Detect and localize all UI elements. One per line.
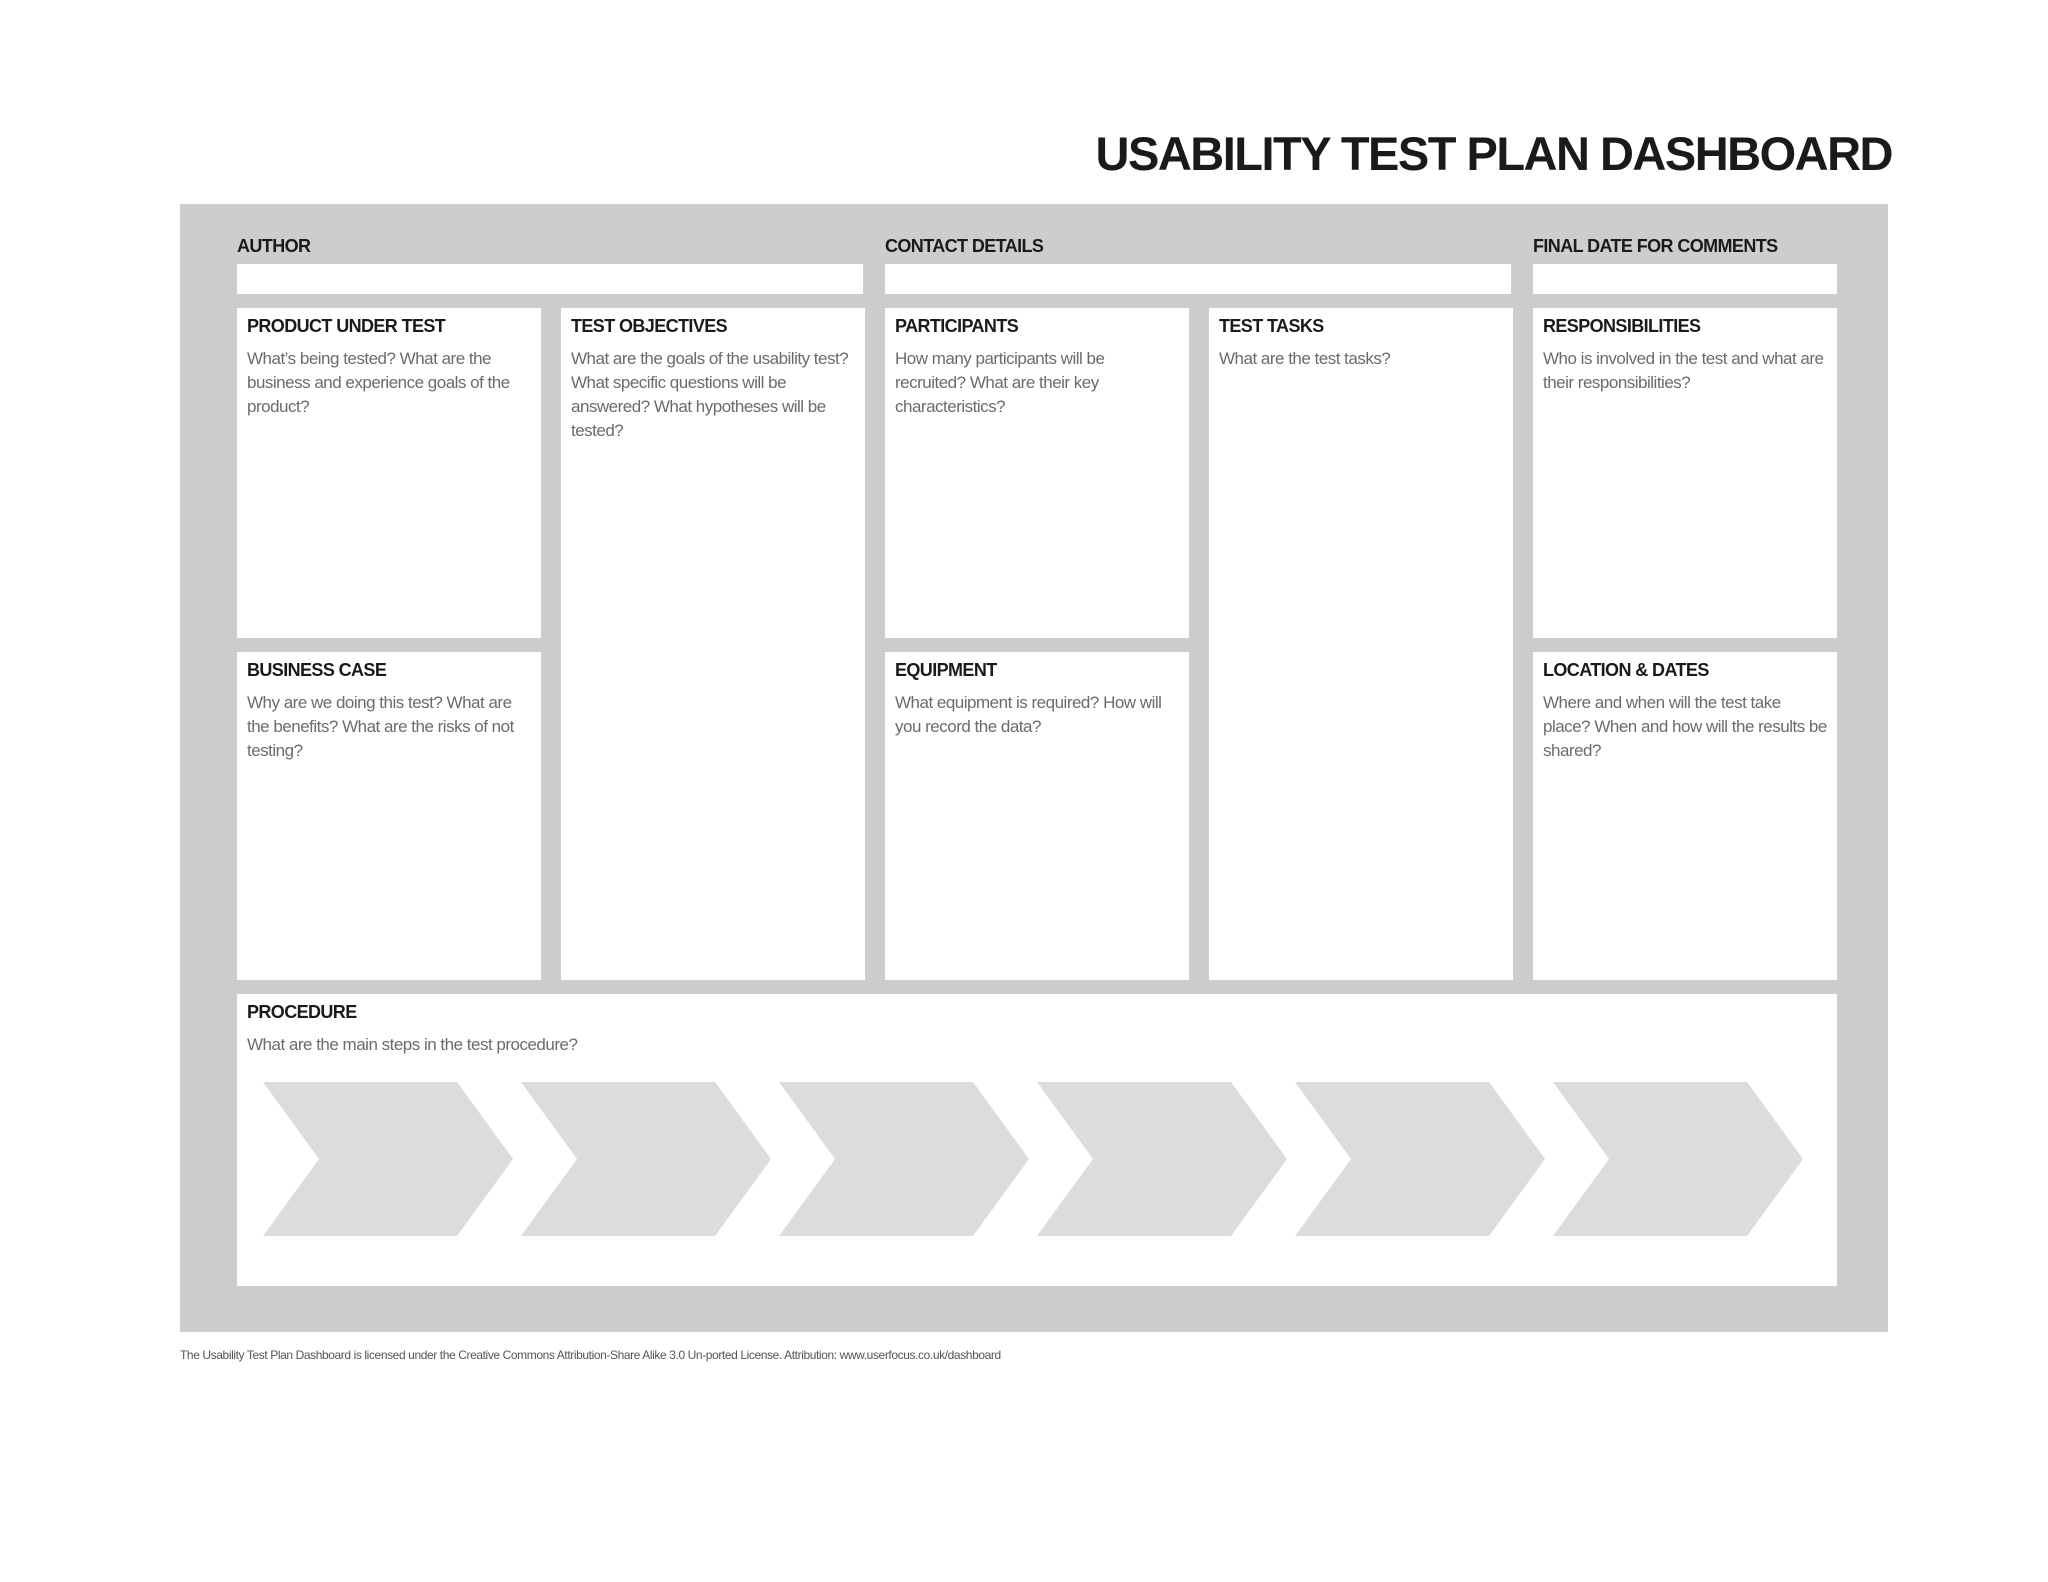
card-business-case[interactable] (237, 652, 541, 980)
card-title: LOCATION & DATES (1543, 660, 1709, 680)
author-label: AUTHOR (237, 236, 311, 256)
card-product-under-test[interactable] (237, 308, 541, 638)
card-prompt: How many participants will be recruited? What are their key characteristics? (895, 349, 1105, 416)
license-footer: The Usability Test Plan Dashboard is licensed under the Creative Commons Attribution-Share Alike 3.0 Un-ported License. Attribution: www.userfocus.co.uk/dashboard (180, 1348, 1001, 1362)
card-title: TEST TASKS (1219, 316, 1324, 336)
card-location-dates[interactable] (1533, 652, 1837, 980)
card-test-tasks[interactable] (1209, 308, 1513, 980)
dashboard-board (180, 204, 1888, 1332)
final-date-label: FINAL DATE FOR COMMENTS (1533, 236, 1778, 256)
page-title: USABILITY TEST PLAN DASHBOARD (1095, 127, 1892, 180)
card-test-objectives[interactable] (561, 308, 865, 980)
procedure-steps (237, 994, 1837, 1286)
card-prompt: Where and when will the test take place? When and how will the results be shared? (1543, 693, 1827, 760)
card-title: EQUIPMENT (895, 660, 997, 680)
procedure-step-arrow (263, 1082, 513, 1236)
card-prompt: What equipment is required? How will you record the data? (895, 693, 1162, 736)
card-prompt: Who is involved in the test and what are their responsibilities? (1543, 349, 1824, 392)
contact-details-label: CONTACT DETAILS (885, 236, 1044, 256)
card-title: PARTICIPANTS (895, 316, 1019, 336)
card-prompt: What are the test tasks? (1219, 349, 1391, 368)
card-responsibilities[interactable] (1533, 308, 1837, 638)
card-title: BUSINESS CASE (247, 660, 387, 680)
card-prompt: What are the main steps in the test procedure? (247, 1035, 578, 1054)
procedure-step-arrow (1037, 1082, 1287, 1236)
card-title: TEST OBJECTIVES (571, 316, 728, 336)
card-title: RESPONSIBILITIES (1543, 316, 1701, 336)
final-date-field[interactable] (1533, 264, 1837, 294)
procedure-step-arrow (1553, 1082, 1803, 1236)
card-prompt: What are the goals of the usability test? What specific questions will be answered? What hypotheses will be tested? (571, 349, 849, 440)
card-prompt: Why are we doing this test? What are the benefits? What are the risks of not testing? (247, 693, 514, 760)
procedure-step-arrow (1295, 1082, 1545, 1236)
card-title: PROCEDURE (247, 1002, 357, 1022)
card-participants[interactable] (885, 308, 1189, 638)
contact-details-field[interactable] (885, 264, 1511, 294)
procedure-step-arrow (521, 1082, 771, 1236)
card-equipment[interactable] (885, 652, 1189, 980)
card-procedure[interactable] (237, 994, 1837, 1286)
card-title: PRODUCT UNDER TEST (247, 316, 446, 336)
card-prompt: What’s being tested? What are the business and experience goals of the product? (247, 349, 510, 416)
procedure-step-arrow (779, 1082, 1029, 1236)
author-field[interactable] (237, 264, 863, 294)
